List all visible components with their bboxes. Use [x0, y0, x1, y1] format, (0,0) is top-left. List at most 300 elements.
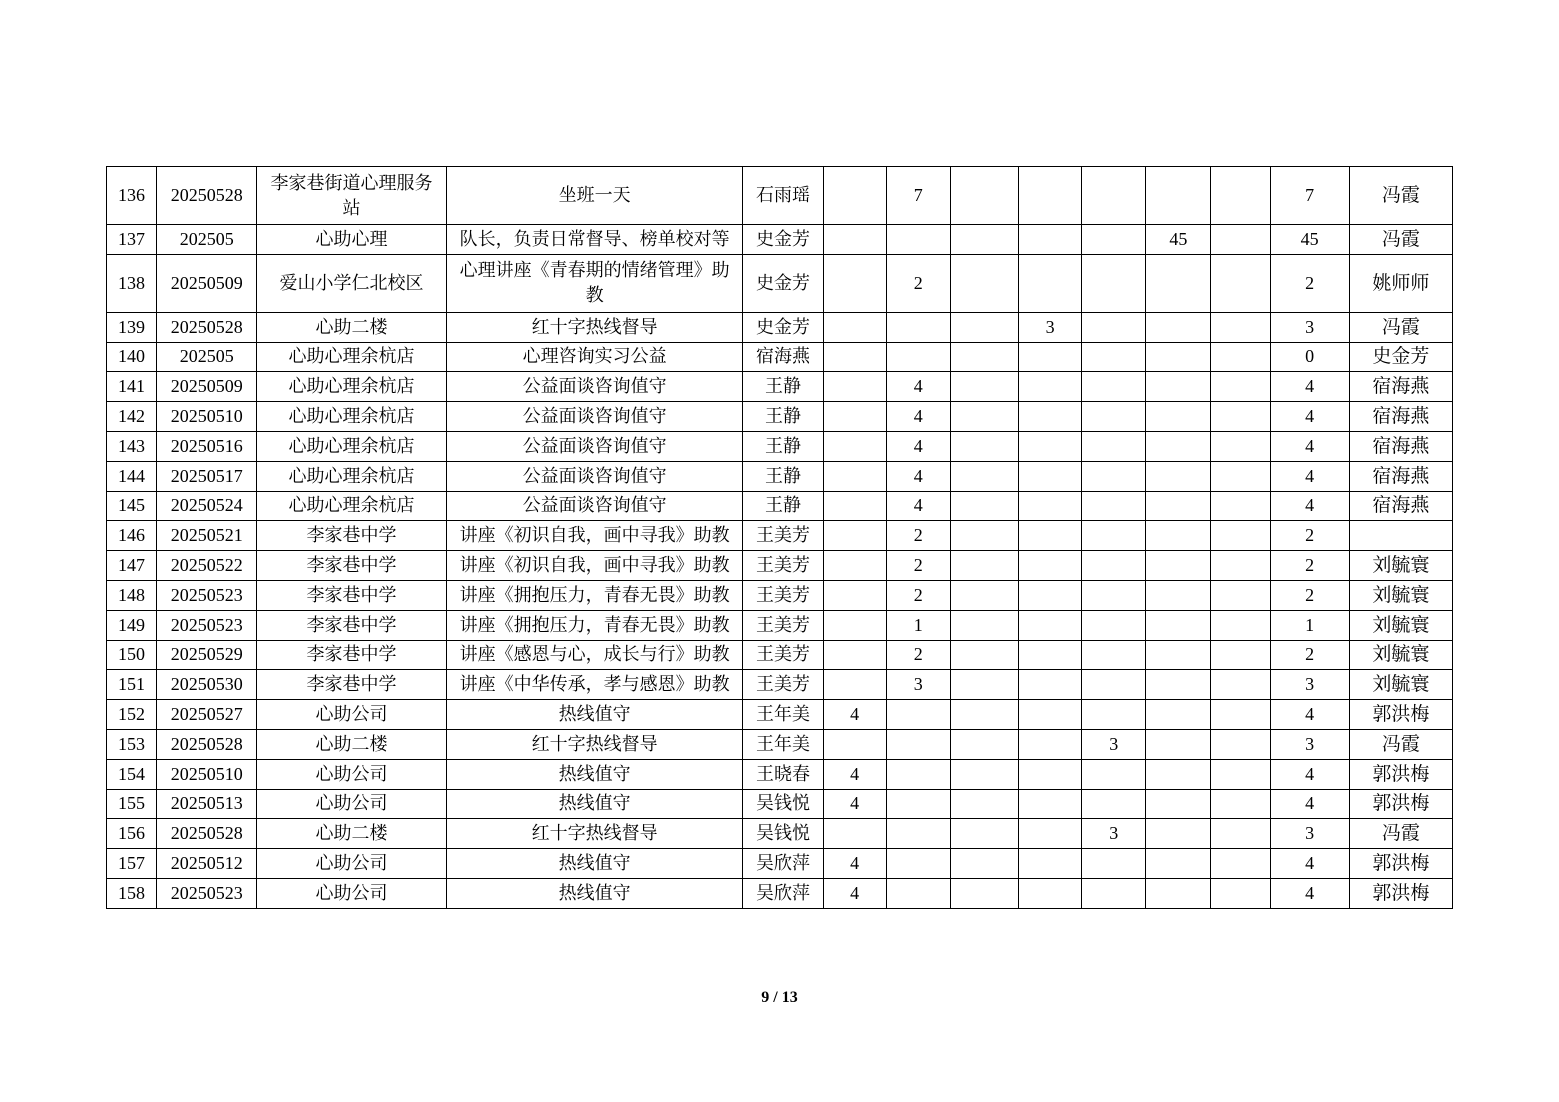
- location-cell: 心助心理余杭店: [257, 402, 446, 432]
- table-row: [107, 640, 1453, 670]
- hours-col-2-cell: [886, 700, 950, 730]
- table-row: [107, 254, 1453, 312]
- task-cell: 坐班一天: [446, 167, 743, 225]
- task-cell: 热线值守: [446, 759, 743, 789]
- volunteer-name-cell: 王美芳: [743, 580, 823, 610]
- hours-col-2-cell: [886, 225, 950, 255]
- table-row: [107, 521, 1453, 551]
- volunteer-name-cell: 王晓春: [743, 759, 823, 789]
- hours-col-7-cell: [1211, 789, 1270, 819]
- row-number-cell: 152: [107, 700, 157, 730]
- hours-col-2-cell: 4: [886, 461, 950, 491]
- hours-col-7-cell: [1211, 431, 1270, 461]
- hours-col-1-cell: [823, 342, 886, 372]
- hours-total-cell: 4: [1270, 431, 1349, 461]
- row-number-cell: 145: [107, 491, 157, 521]
- hours-col-4-cell: [1019, 580, 1082, 610]
- date-cell: 20250524: [157, 491, 257, 521]
- hours-col-1-cell: [823, 254, 886, 312]
- task-cell: 热线值守: [446, 849, 743, 879]
- location-cell: 爱山小学仁北校区: [257, 254, 446, 312]
- row-number-cell: 153: [107, 729, 157, 759]
- task-cell: 讲座《拥抱压力，青春无畏》助教: [446, 610, 743, 640]
- volunteer-name-cell: 史金芳: [743, 254, 823, 312]
- hours-col-1-cell: [823, 167, 886, 225]
- hours-col-5-cell: [1082, 759, 1146, 789]
- hours-col-4-cell: [1019, 167, 1082, 225]
- table-row: [107, 849, 1453, 879]
- hours-col-5-cell: [1082, 254, 1146, 312]
- hours-col-4-cell: [1019, 878, 1082, 908]
- table-row: [107, 491, 1453, 521]
- hours-col-6-cell: [1146, 521, 1211, 551]
- row-number-cell: 143: [107, 431, 157, 461]
- hours-total-cell: 4: [1270, 789, 1349, 819]
- task-cell: 心理讲座《青春期的情绪管理》助教: [446, 254, 743, 312]
- supervisor-name-cell: 冯霞: [1349, 729, 1452, 759]
- hours-col-6-cell: [1146, 312, 1211, 342]
- hours-col-2-cell: [886, 819, 950, 849]
- table-row: [107, 670, 1453, 700]
- hours-col-1-cell: [823, 402, 886, 432]
- hours-total-cell: 4: [1270, 878, 1349, 908]
- hours-col-5-cell: [1082, 167, 1146, 225]
- hours-col-7-cell: [1211, 312, 1270, 342]
- hours-col-7-cell: [1211, 640, 1270, 670]
- hours-col-1-cell: [823, 670, 886, 700]
- date-cell: 20250522: [157, 551, 257, 581]
- hours-col-4-cell: [1019, 640, 1082, 670]
- row-number-cell: 151: [107, 670, 157, 700]
- hours-col-4-cell: [1019, 729, 1082, 759]
- hours-total-cell: 45: [1270, 225, 1349, 255]
- task-cell: 公益面谈咨询值守: [446, 402, 743, 432]
- supervisor-name-cell: 宿海燕: [1349, 431, 1452, 461]
- location-cell: 心助心理余杭店: [257, 461, 446, 491]
- hours-col-1-cell: 4: [823, 700, 886, 730]
- hours-col-5-cell: [1082, 431, 1146, 461]
- date-cell: 20250510: [157, 402, 257, 432]
- hours-col-4-cell: [1019, 759, 1082, 789]
- hours-col-2-cell: 2: [886, 551, 950, 581]
- hours-col-1-cell: 4: [823, 759, 886, 789]
- hours-col-4-cell: [1019, 491, 1082, 521]
- hours-col-4-cell: [1019, 254, 1082, 312]
- table-row: [107, 342, 1453, 372]
- hours-col-4-cell: [1019, 431, 1082, 461]
- hours-col-3-cell: [950, 670, 1018, 700]
- volunteer-name-cell: 王静: [743, 491, 823, 521]
- hours-col-6-cell: [1146, 402, 1211, 432]
- hours-col-5-cell: [1082, 521, 1146, 551]
- hours-col-3-cell: [950, 849, 1018, 879]
- location-cell: 心助心理余杭店: [257, 342, 446, 372]
- row-number-cell: 157: [107, 849, 157, 879]
- location-cell: 心助二楼: [257, 819, 446, 849]
- task-cell: 公益面谈咨询值守: [446, 431, 743, 461]
- row-number-cell: 146: [107, 521, 157, 551]
- hours-col-7-cell: [1211, 254, 1270, 312]
- hours-col-1-cell: [823, 580, 886, 610]
- volunteer-name-cell: 王静: [743, 431, 823, 461]
- hours-col-5-cell: [1082, 700, 1146, 730]
- row-number-cell: 149: [107, 610, 157, 640]
- hours-col-6-cell: [1146, 849, 1211, 879]
- hours-col-1-cell: [823, 640, 886, 670]
- hours-col-1-cell: [823, 610, 886, 640]
- table-row: [107, 431, 1453, 461]
- supervisor-name-cell: 宿海燕: [1349, 402, 1452, 432]
- date-cell: 20250528: [157, 819, 257, 849]
- page-number: 9 / 13: [761, 989, 798, 1006]
- hours-col-7-cell: [1211, 551, 1270, 581]
- hours-col-3-cell: [950, 225, 1018, 255]
- supervisor-name-cell: 宿海燕: [1349, 491, 1452, 521]
- hours-col-3-cell: [950, 729, 1018, 759]
- hours-col-2-cell: [886, 312, 950, 342]
- hours-col-5-cell: [1082, 640, 1146, 670]
- hours-col-6-cell: [1146, 461, 1211, 491]
- hours-col-4-cell: [1019, 461, 1082, 491]
- task-cell: 红十字热线督导: [446, 312, 743, 342]
- hours-col-2-cell: 4: [886, 491, 950, 521]
- row-number-cell: 150: [107, 640, 157, 670]
- hours-col-3-cell: [950, 431, 1018, 461]
- hours-col-7-cell: [1211, 521, 1270, 551]
- hours-col-3-cell: [950, 759, 1018, 789]
- hours-col-6-cell: [1146, 729, 1211, 759]
- hours-col-6-cell: [1146, 431, 1211, 461]
- row-number-cell: 148: [107, 580, 157, 610]
- hours-col-2-cell: 4: [886, 431, 950, 461]
- hours-col-6-cell: 45: [1146, 225, 1211, 255]
- hours-col-2-cell: [886, 878, 950, 908]
- hours-col-3-cell: [950, 551, 1018, 581]
- row-number-cell: 144: [107, 461, 157, 491]
- date-cell: 202505: [157, 225, 257, 255]
- hours-col-2-cell: [886, 729, 950, 759]
- task-cell: 讲座《初识自我，画中寻我》助教: [446, 521, 743, 551]
- hours-col-7-cell: [1211, 849, 1270, 879]
- date-cell: 20250523: [157, 878, 257, 908]
- volunteer-name-cell: 吴欣萍: [743, 878, 823, 908]
- hours-col-6-cell: [1146, 372, 1211, 402]
- hours-col-1-cell: [823, 461, 886, 491]
- supervisor-name-cell: 郭洪梅: [1349, 789, 1452, 819]
- row-number-cell: 154: [107, 759, 157, 789]
- hours-col-1-cell: [823, 551, 886, 581]
- date-cell: 20250530: [157, 670, 257, 700]
- date-cell: 20250521: [157, 521, 257, 551]
- location-cell: 心助二楼: [257, 729, 446, 759]
- location-cell: 李家巷中学: [257, 551, 446, 581]
- location-cell: 心助二楼: [257, 312, 446, 342]
- hours-col-5-cell: [1082, 372, 1146, 402]
- hours-col-7-cell: [1211, 491, 1270, 521]
- hours-col-4-cell: [1019, 225, 1082, 255]
- hours-col-7-cell: [1211, 580, 1270, 610]
- location-cell: 心助公司: [257, 789, 446, 819]
- hours-col-4-cell: [1019, 402, 1082, 432]
- hours-col-1-cell: [823, 491, 886, 521]
- date-cell: 20250509: [157, 372, 257, 402]
- table-row: [107, 167, 1453, 225]
- supervisor-name-cell: 郭洪梅: [1349, 878, 1452, 908]
- hours-col-1-cell: 4: [823, 878, 886, 908]
- location-cell: 李家巷中学: [257, 521, 446, 551]
- table-row: [107, 759, 1453, 789]
- hours-col-3-cell: [950, 402, 1018, 432]
- date-cell: 20250523: [157, 580, 257, 610]
- date-cell: 20250517: [157, 461, 257, 491]
- hours-col-7-cell: [1211, 342, 1270, 372]
- table-row: [107, 225, 1453, 255]
- table-row: [107, 461, 1453, 491]
- supervisor-name-cell: 郭洪梅: [1349, 759, 1452, 789]
- hours-total-cell: 3: [1270, 819, 1349, 849]
- hours-total-cell: 4: [1270, 461, 1349, 491]
- volunteer-name-cell: 王静: [743, 461, 823, 491]
- supervisor-name-cell: 宿海燕: [1349, 461, 1452, 491]
- task-cell: 热线值守: [446, 878, 743, 908]
- hours-col-6-cell: [1146, 789, 1211, 819]
- hours-col-6-cell: [1146, 700, 1211, 730]
- table-row: [107, 729, 1453, 759]
- hours-col-5-cell: [1082, 225, 1146, 255]
- supervisor-name-cell: [1349, 521, 1452, 551]
- hours-col-5-cell: [1082, 461, 1146, 491]
- table-row: [107, 402, 1453, 432]
- task-cell: 热线值守: [446, 700, 743, 730]
- hours-col-1-cell: [823, 372, 886, 402]
- location-cell: 李家巷中学: [257, 580, 446, 610]
- date-cell: 20250509: [157, 254, 257, 312]
- supervisor-name-cell: 冯霞: [1349, 312, 1452, 342]
- date-cell: 20250510: [157, 759, 257, 789]
- hours-col-4-cell: [1019, 372, 1082, 402]
- date-cell: 20250513: [157, 789, 257, 819]
- hours-col-3-cell: [950, 491, 1018, 521]
- supervisor-name-cell: 史金芳: [1349, 342, 1452, 372]
- hours-col-6-cell: [1146, 640, 1211, 670]
- hours-col-7-cell: [1211, 729, 1270, 759]
- hours-col-6-cell: [1146, 670, 1211, 700]
- date-cell: 20250529: [157, 640, 257, 670]
- table-row: [107, 372, 1453, 402]
- hours-total-cell: 4: [1270, 491, 1349, 521]
- hours-col-4-cell: [1019, 700, 1082, 730]
- supervisor-name-cell: 冯霞: [1349, 819, 1452, 849]
- hours-col-2-cell: 4: [886, 402, 950, 432]
- location-cell: 心助公司: [257, 878, 446, 908]
- volunteer-name-cell: 石雨瑶: [743, 167, 823, 225]
- hours-col-4-cell: [1019, 551, 1082, 581]
- hours-col-3-cell: [950, 521, 1018, 551]
- location-cell: 心助心理余杭店: [257, 372, 446, 402]
- row-number-cell: 147: [107, 551, 157, 581]
- volunteer-name-cell: 吴钱悦: [743, 789, 823, 819]
- task-cell: 心理咨询实习公益: [446, 342, 743, 372]
- hours-col-7-cell: [1211, 878, 1270, 908]
- volunteer-name-cell: 王美芳: [743, 670, 823, 700]
- location-cell: 心助公司: [257, 849, 446, 879]
- hours-col-5-cell: 3: [1082, 729, 1146, 759]
- hours-total-cell: 4: [1270, 849, 1349, 879]
- hours-col-1-cell: [823, 521, 886, 551]
- hours-col-5-cell: [1082, 402, 1146, 432]
- task-cell: 红十字热线督导: [446, 729, 743, 759]
- hours-col-2-cell: 2: [886, 254, 950, 312]
- volunteer-hours-table: [106, 166, 1453, 909]
- supervisor-name-cell: 刘毓寰: [1349, 640, 1452, 670]
- volunteer-name-cell: 吴欣萍: [743, 849, 823, 879]
- hours-col-7-cell: [1211, 461, 1270, 491]
- hours-col-4-cell: [1019, 819, 1082, 849]
- hours-total-cell: 2: [1270, 551, 1349, 581]
- hours-col-7-cell: [1211, 225, 1270, 255]
- task-cell: 公益面谈咨询值守: [446, 461, 743, 491]
- hours-col-4-cell: [1019, 849, 1082, 879]
- task-cell: 公益面谈咨询值守: [446, 372, 743, 402]
- supervisor-name-cell: 宿海燕: [1349, 372, 1452, 402]
- hours-col-3-cell: [950, 342, 1018, 372]
- hours-col-3-cell: [950, 610, 1018, 640]
- hours-col-4-cell: [1019, 789, 1082, 819]
- task-cell: 讲座《初识自我，画中寻我》助教: [446, 551, 743, 581]
- table-row: [107, 789, 1453, 819]
- volunteer-name-cell: 王静: [743, 372, 823, 402]
- supervisor-name-cell: 郭洪梅: [1349, 700, 1452, 730]
- date-cell: 20250512: [157, 849, 257, 879]
- hours-col-1-cell: [823, 225, 886, 255]
- row-number-cell: 142: [107, 402, 157, 432]
- location-cell: 李家巷中学: [257, 610, 446, 640]
- hours-col-5-cell: [1082, 580, 1146, 610]
- hours-col-6-cell: [1146, 551, 1211, 581]
- task-cell: 队长，负责日常督导、榜单校对等: [446, 225, 743, 255]
- volunteer-name-cell: 王年美: [743, 700, 823, 730]
- hours-col-2-cell: 3: [886, 670, 950, 700]
- volunteer-name-cell: 宿海燕: [743, 342, 823, 372]
- hours-col-5-cell: 3: [1082, 819, 1146, 849]
- task-cell: 讲座《拥抱压力，青春无畏》助教: [446, 580, 743, 610]
- task-cell: 红十字热线督导: [446, 819, 743, 849]
- hours-col-3-cell: [950, 254, 1018, 312]
- supervisor-name-cell: 冯霞: [1349, 167, 1452, 225]
- hours-col-7-cell: [1211, 700, 1270, 730]
- location-cell: 李家巷中学: [257, 640, 446, 670]
- hours-col-6-cell: [1146, 342, 1211, 372]
- hours-col-4-cell: [1019, 521, 1082, 551]
- hours-col-2-cell: 2: [886, 580, 950, 610]
- hours-col-3-cell: [950, 878, 1018, 908]
- row-number-cell: 141: [107, 372, 157, 402]
- row-number-cell: 138: [107, 254, 157, 312]
- hours-col-2-cell: [886, 342, 950, 372]
- volunteer-name-cell: 吴钱悦: [743, 819, 823, 849]
- hours-col-1-cell: [823, 431, 886, 461]
- hours-col-6-cell: [1146, 759, 1211, 789]
- volunteer-name-cell: 王年美: [743, 729, 823, 759]
- hours-total-cell: 7: [1270, 167, 1349, 225]
- row-number-cell: 155: [107, 789, 157, 819]
- hours-col-1-cell: [823, 729, 886, 759]
- hours-col-3-cell: [950, 819, 1018, 849]
- task-cell: 热线值守: [446, 789, 743, 819]
- supervisor-name-cell: 刘毓寰: [1349, 551, 1452, 581]
- hours-col-4-cell: [1019, 610, 1082, 640]
- row-number-cell: 139: [107, 312, 157, 342]
- hours-col-4-cell: 3: [1019, 312, 1082, 342]
- row-number-cell: 136: [107, 167, 157, 225]
- supervisor-name-cell: 刘毓寰: [1349, 670, 1452, 700]
- volunteer-name-cell: 史金芳: [743, 312, 823, 342]
- hours-col-3-cell: [950, 167, 1018, 225]
- task-cell: 讲座《感恩与心，成长与行》助教: [446, 640, 743, 670]
- row-number-cell: 158: [107, 878, 157, 908]
- hours-total-cell: 4: [1270, 759, 1349, 789]
- hours-col-5-cell: [1082, 491, 1146, 521]
- hours-col-2-cell: 1: [886, 610, 950, 640]
- hours-col-2-cell: [886, 759, 950, 789]
- hours-total-cell: 3: [1270, 312, 1349, 342]
- supervisor-name-cell: 刘毓寰: [1349, 580, 1452, 610]
- hours-col-6-cell: [1146, 491, 1211, 521]
- hours-col-4-cell: [1019, 342, 1082, 372]
- hours-col-5-cell: [1082, 878, 1146, 908]
- hours-col-5-cell: [1082, 610, 1146, 640]
- hours-col-3-cell: [950, 640, 1018, 670]
- location-cell: 心助心理余杭店: [257, 491, 446, 521]
- date-cell: 202505: [157, 342, 257, 372]
- hours-total-cell: 1: [1270, 610, 1349, 640]
- hours-total-cell: 2: [1270, 254, 1349, 312]
- supervisor-name-cell: 姚师师: [1349, 254, 1452, 312]
- task-cell: 公益面谈咨询值守: [446, 491, 743, 521]
- hours-col-6-cell: [1146, 254, 1211, 312]
- hours-col-7-cell: [1211, 610, 1270, 640]
- table-row: [107, 819, 1453, 849]
- date-cell: 20250516: [157, 431, 257, 461]
- hours-col-3-cell: [950, 461, 1018, 491]
- hours-col-1-cell: 4: [823, 849, 886, 879]
- hours-col-7-cell: [1211, 819, 1270, 849]
- hours-col-4-cell: [1019, 670, 1082, 700]
- hours-col-6-cell: [1146, 878, 1211, 908]
- hours-total-cell: 3: [1270, 729, 1349, 759]
- hours-col-3-cell: [950, 372, 1018, 402]
- task-cell: 讲座《中华传承，孝与感恩》助教: [446, 670, 743, 700]
- hours-col-1-cell: [823, 819, 886, 849]
- date-cell: 20250523: [157, 610, 257, 640]
- location-cell: 心助公司: [257, 759, 446, 789]
- location-cell: 李家巷中学: [257, 670, 446, 700]
- volunteer-name-cell: 史金芳: [743, 225, 823, 255]
- hours-total-cell: 2: [1270, 521, 1349, 551]
- hours-col-5-cell: [1082, 789, 1146, 819]
- hours-col-6-cell: [1146, 610, 1211, 640]
- location-cell: 心助心理: [257, 225, 446, 255]
- hours-col-7-cell: [1211, 759, 1270, 789]
- table-row: [107, 878, 1453, 908]
- row-number-cell: 137: [107, 225, 157, 255]
- volunteer-name-cell: 王美芳: [743, 610, 823, 640]
- date-cell: 20250528: [157, 312, 257, 342]
- hours-total-cell: 4: [1270, 402, 1349, 432]
- hours-col-2-cell: 4: [886, 372, 950, 402]
- hours-col-3-cell: [950, 700, 1018, 730]
- row-number-cell: 140: [107, 342, 157, 372]
